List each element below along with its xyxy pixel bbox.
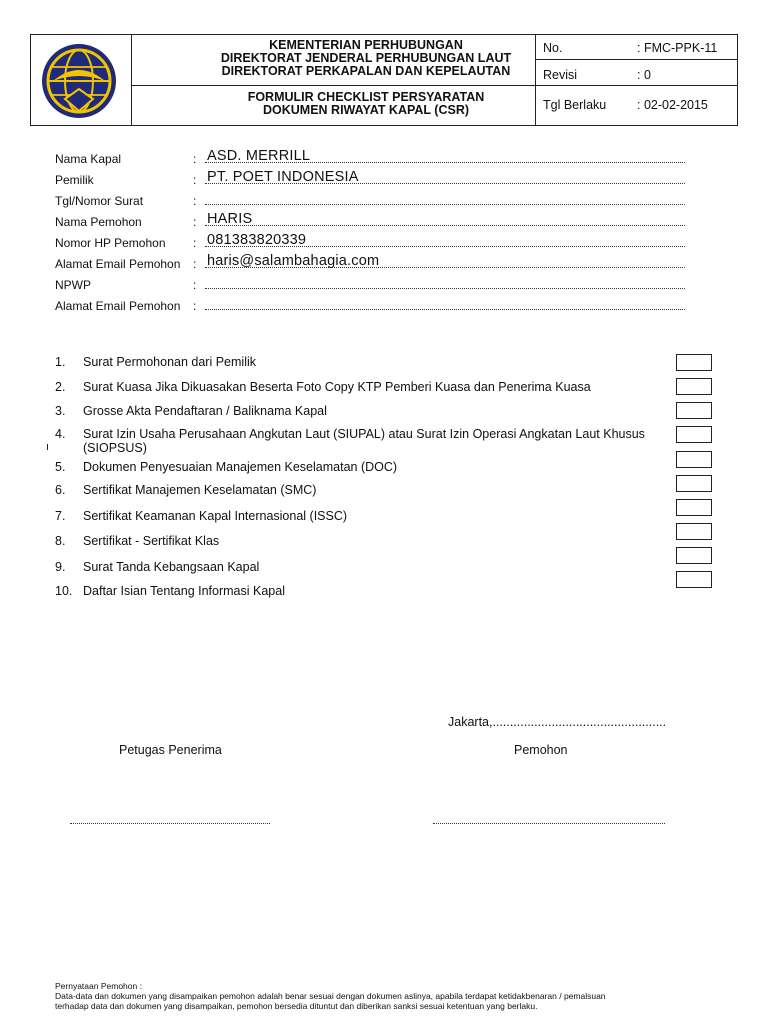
item-number: 1. xyxy=(55,355,66,369)
checkbox-item-9[interactable] xyxy=(676,547,712,564)
org-line-3: DIREKTORAT PERKAPALAN DAN KEPELAUTAN xyxy=(221,64,511,78)
form-title-line-1: FORMULIR CHECKLIST PERSYARATAN xyxy=(247,90,485,104)
field-colon: : xyxy=(193,194,197,208)
item-number: 8. xyxy=(55,534,66,548)
ministry-logo xyxy=(39,41,119,121)
field-label: NPWP xyxy=(55,278,91,292)
revision-value: : 0 xyxy=(637,68,651,82)
item-number: 2. xyxy=(55,380,66,394)
form-title-block xyxy=(167,91,565,117)
statement-block xyxy=(55,981,715,1011)
item-text: Sertifikat Manajemen Keselamatan (SMC) xyxy=(83,483,317,497)
org-line-2: DIREKTORAT JENDERAL PERHUBUNGAN LAUT xyxy=(220,51,512,65)
checkbox-item-10[interactable] xyxy=(676,571,712,588)
field-value: haris@salambahagia.com xyxy=(207,253,380,269)
effective-date-label: Tgl Berlaku xyxy=(543,98,607,112)
field-colon: : xyxy=(193,236,197,250)
item-text: Surat Izin Usaha Perusahaan Angkutan Laut (SIUPAL) atau Surat Izin Operasi Angkatan Laut Khusus (SIOPSUS) xyxy=(83,427,645,455)
dotted-line xyxy=(205,204,685,205)
revision-label: Revisi xyxy=(543,68,578,82)
field-colon: : xyxy=(193,215,197,229)
field-applicant-email[interactable] xyxy=(55,253,695,271)
officer-signature-line[interactable] xyxy=(70,823,270,824)
item-number: 5. xyxy=(55,460,66,474)
field-label: Alamat Email Pemohon xyxy=(55,257,181,271)
checkbox-item-8[interactable] xyxy=(676,523,712,540)
statement-title: Pernyataan Pemohon : xyxy=(55,981,142,991)
item-text: Daftar Isian Tentang Informasi Kapal xyxy=(83,584,285,598)
field-ship-name[interactable] xyxy=(55,148,695,166)
checkbox-item-7[interactable] xyxy=(676,499,712,516)
field-applicant-name[interactable] xyxy=(55,211,695,229)
org-name-block xyxy=(167,39,565,78)
item-number: 6. xyxy=(55,483,66,497)
item-text: Sertifikat Keamanan Kapal Internasional (ISSC) xyxy=(83,509,348,523)
officer-label: Petugas Penerima xyxy=(119,743,222,757)
item-text: Dokumen Penyesuaian Manajemen Keselamatan (DOC) xyxy=(83,460,398,474)
field-label: Pemilik xyxy=(55,173,94,187)
item-text: Surat Permohonan dari Pemilik xyxy=(83,355,256,369)
item-number: 9. xyxy=(55,560,66,574)
field-applicant-phone[interactable] xyxy=(55,232,695,250)
statement-line-1: Data-data dan dokumen yang disampaikan pemohon adalah benar sesuai dengan dokumen aslinya, apabila terdapat ketidakbenaran / pemalsuan xyxy=(55,991,606,1001)
form-header xyxy=(30,34,738,126)
statement-line-2: terhadap data dan dokumen yang disampaikan, pemohon bersedia dituntut dan diberikan sanksi sesuai ketentuan yang berlaku. xyxy=(55,1001,538,1011)
item-text: Surat Tanda Kebangsaan Kapal xyxy=(83,560,260,574)
checkbox-item-6[interactable] xyxy=(676,475,712,492)
applicant-label: Pemohon xyxy=(514,743,568,757)
checkbox-item-2[interactable] xyxy=(676,378,712,395)
field-value: PT. POET INDONESIA xyxy=(207,169,359,185)
field-npwp[interactable] xyxy=(55,274,695,292)
checkbox-item-1[interactable] xyxy=(676,354,712,371)
place-date: Jakarta,.................................................. xyxy=(448,715,667,729)
field-letter-date-number[interactable] xyxy=(55,190,695,208)
org-line-1: KEMENTERIAN PERHUBUNGAN xyxy=(269,38,463,52)
field-colon: : xyxy=(193,257,197,271)
item-number: 10. xyxy=(55,584,73,598)
field-owner[interactable] xyxy=(55,169,695,187)
form-title-line-2: DOKUMEN RIWAYAT KAPAL (CSR) xyxy=(262,103,470,117)
header-divider xyxy=(535,59,737,60)
dotted-line xyxy=(205,288,685,289)
field-value: HARIS xyxy=(207,211,253,227)
doc-number-value: : FMC-PPK-11 xyxy=(637,41,718,55)
margin-mark xyxy=(47,444,48,450)
checkbox-item-4[interactable] xyxy=(676,426,712,443)
field-applicant-email-2[interactable] xyxy=(55,295,695,313)
item-number: 4. xyxy=(55,427,66,441)
field-label: Nama Kapal xyxy=(55,152,122,166)
item-number: 3. xyxy=(55,404,66,418)
dotted-line xyxy=(205,225,685,226)
checkbox-item-5[interactable] xyxy=(676,451,712,468)
field-colon: : xyxy=(193,299,197,313)
item-number: 7. xyxy=(55,509,66,523)
field-label: Tgl/Nomor Surat xyxy=(55,194,144,208)
field-value: 081383820339 xyxy=(207,232,307,248)
doc-number-label: No. xyxy=(543,41,563,55)
applicant-signature-line[interactable] xyxy=(433,823,665,824)
field-colon: : xyxy=(193,278,197,292)
item-text: Grosse Akta Pendaftaran / Baliknama Kapal xyxy=(83,404,327,418)
field-colon: : xyxy=(193,152,197,166)
field-label: Alamat Email Pemohon xyxy=(55,299,181,313)
item-text: Sertifikat - Sertifikat Klas xyxy=(83,534,220,548)
dotted-line xyxy=(205,309,685,310)
item-text: Surat Kuasa Jika Dikuasakan Beserta Foto Copy KTP Pemberi Kuasa dan Penerima Kuasa xyxy=(83,380,591,394)
field-colon: : xyxy=(193,173,197,187)
header-divider xyxy=(131,85,737,86)
field-label: Nomor HP Pemohon xyxy=(55,236,166,250)
checkbox-item-3[interactable] xyxy=(676,402,712,419)
header-divider xyxy=(131,35,132,125)
field-value: ASD. MERRILL xyxy=(207,148,311,164)
field-label: Nama Pemohon xyxy=(55,215,142,229)
effective-date-value: : 02-02-2015 xyxy=(637,98,708,112)
